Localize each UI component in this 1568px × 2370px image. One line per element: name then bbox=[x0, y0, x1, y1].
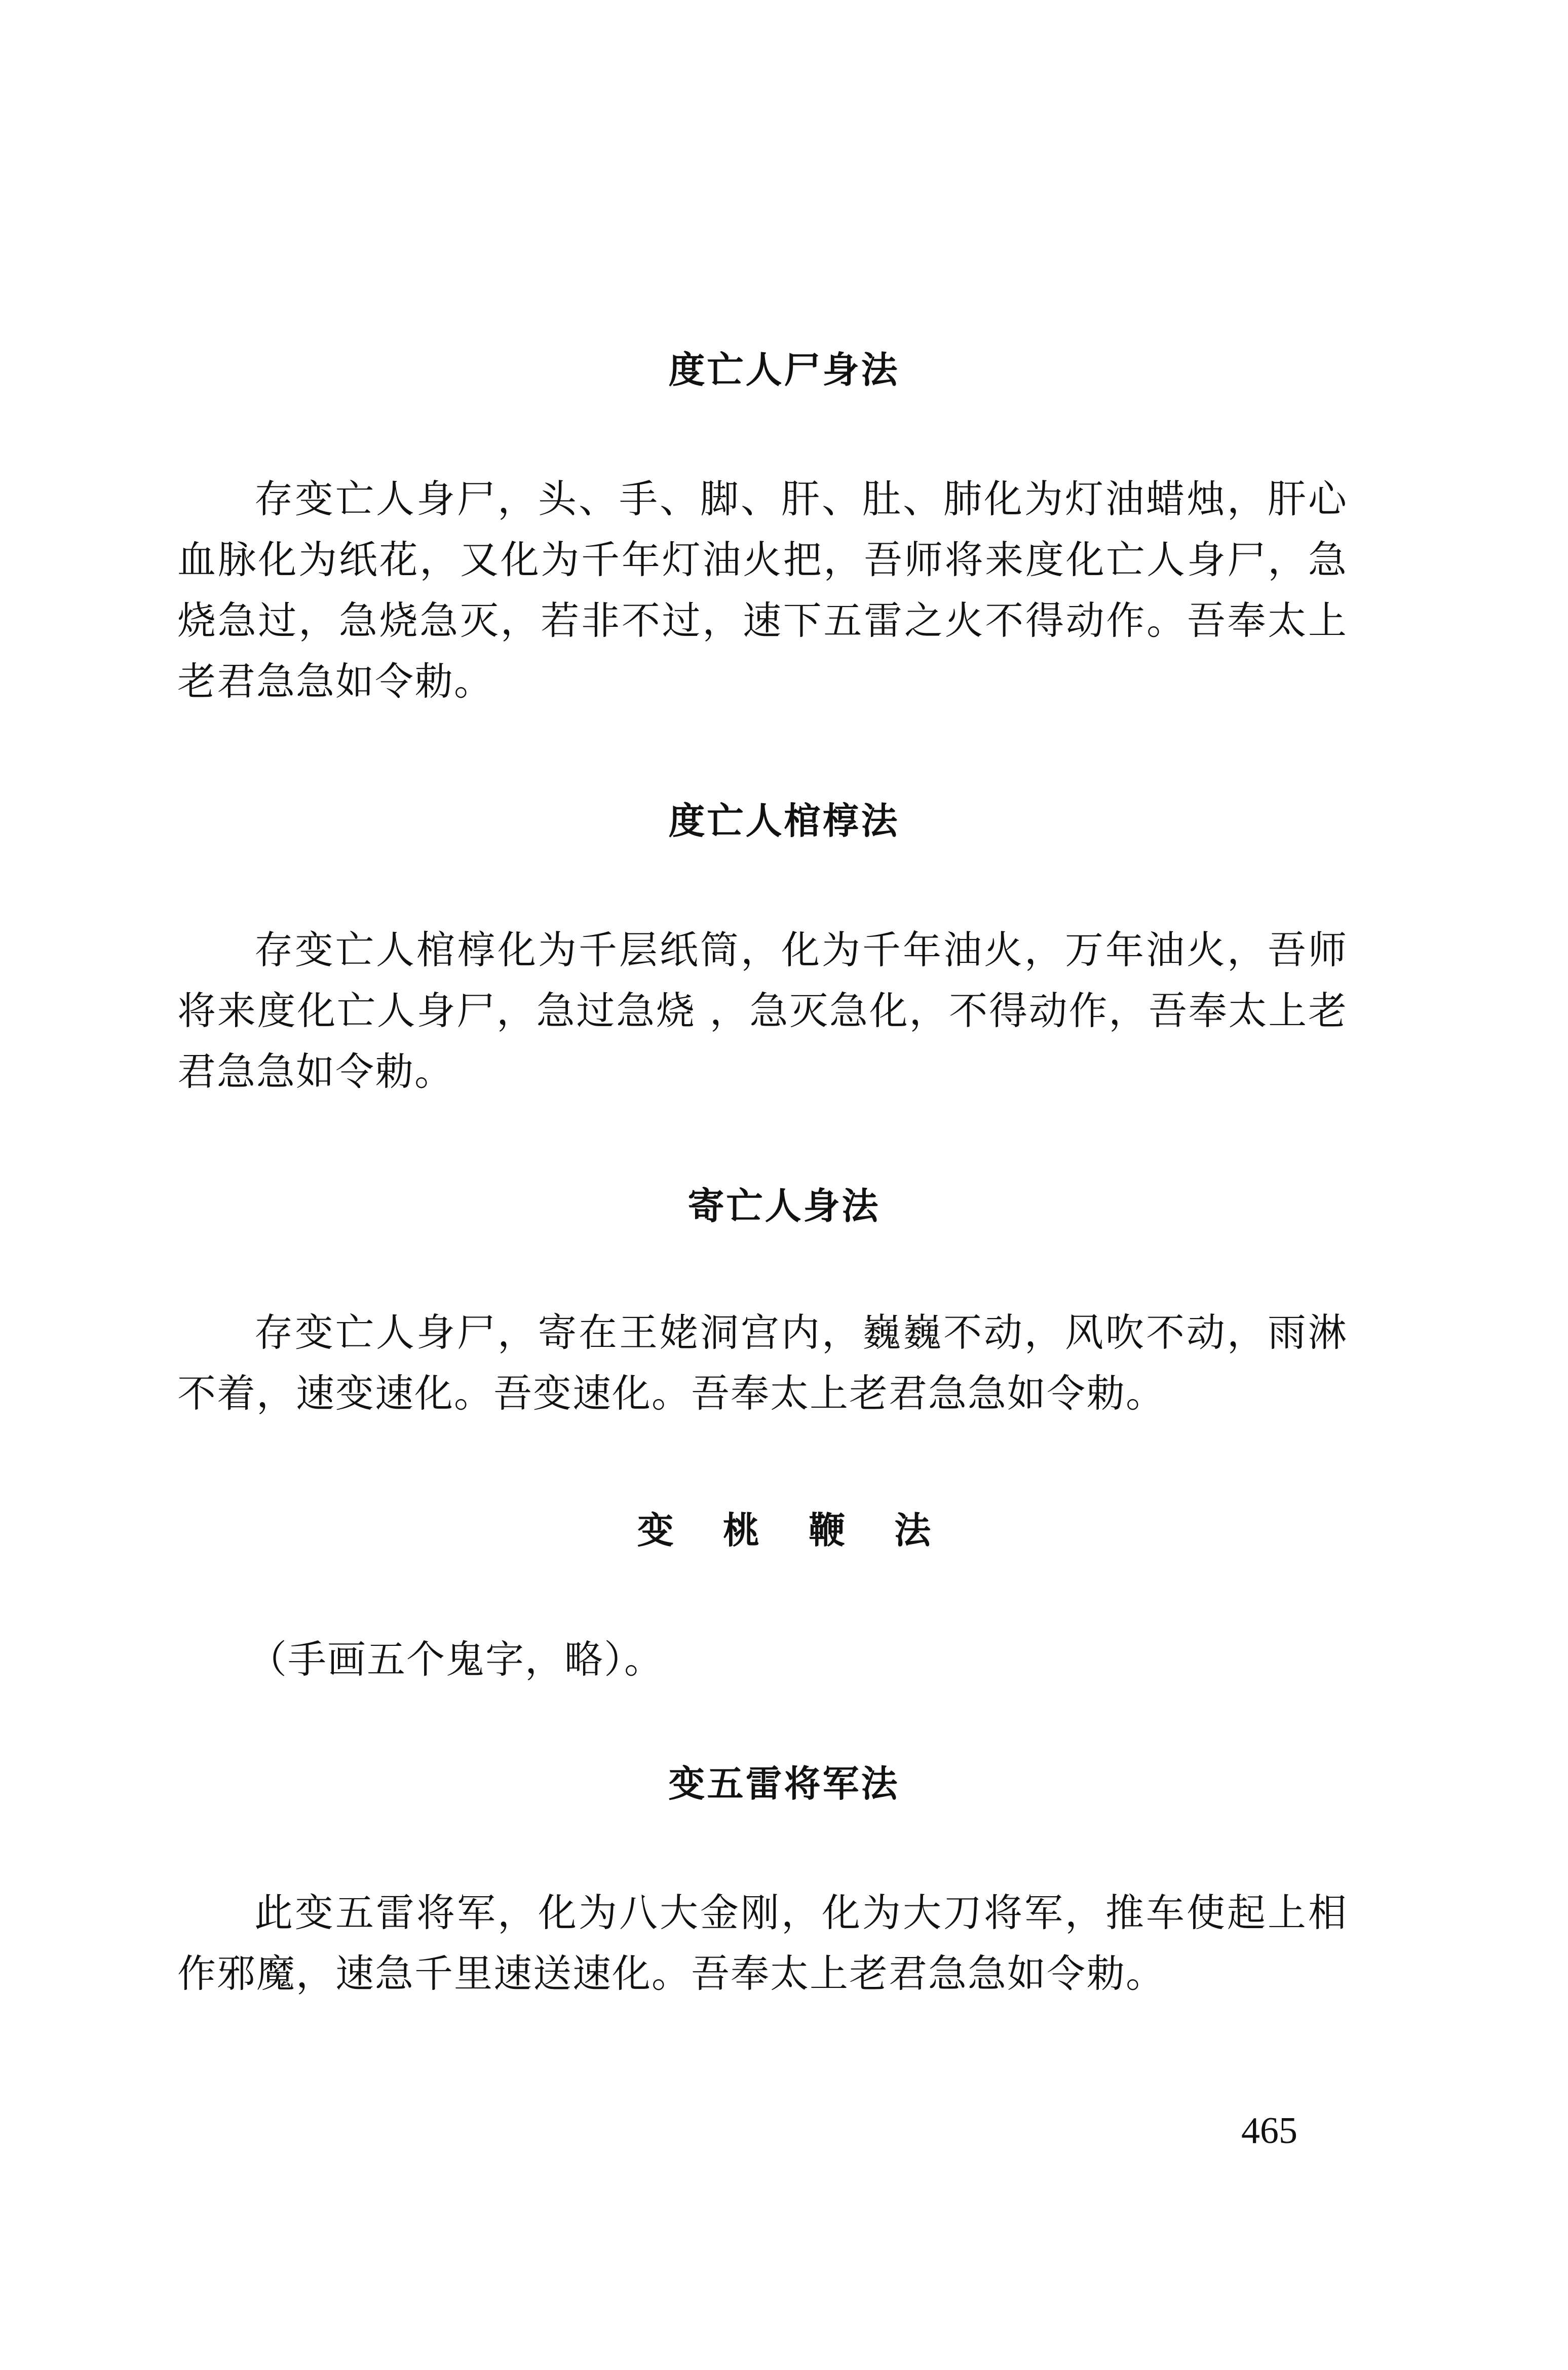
section-heading-1: 度亡人尸身法 bbox=[668, 349, 900, 391]
section-heading-4: 变 桃 鞭 法 bbox=[637, 1509, 949, 1552]
section-heading-2: 度亡人棺椁法 bbox=[668, 800, 900, 842]
section-body-1: 存变亡人身尸，头、手、脚、肝、肚、肺化为灯油蜡烛，肝心血脉化为纸花，又化为千年灯油火把，吾师将来度化亡人身尸，急烧急过，急烧急灭，若非不过，速下五雷之火不得动作。吾奉太上老君急急如令勅。 bbox=[177, 476, 1348, 704]
section-body-5: 此变五雷将军，化为八大金刚，化为大刀将军，推车使起上相作邪魔，速急千里速送速化。吾奉太上老君急急如令勅。 bbox=[177, 1890, 1348, 1996]
page-number: 465 bbox=[1241, 2110, 1297, 2152]
section-heading-3: 寄亡人身法 bbox=[687, 1185, 881, 1227]
section-body-2: 存变亡人棺椁化为千层纸筒，化为千年油火，万年油火，吾师将来度化亡人身尸，急过急烧 ，急灭急化，不得动作，吾奉太上老君急急如令勅。 bbox=[177, 927, 1348, 1094]
section-heading-5: 变五雷将军法 bbox=[668, 1762, 900, 1805]
section-body-3: 存变亡人身尸，寄在王姥洞宫内，巍巍不动，风吹不动，雨淋不着，速变速化。吾变速化。吾奉太上老君急急如令勅。 bbox=[177, 1310, 1348, 1416]
section-body-4: （手画五个鬼字，略）。 bbox=[248, 1637, 664, 1682]
